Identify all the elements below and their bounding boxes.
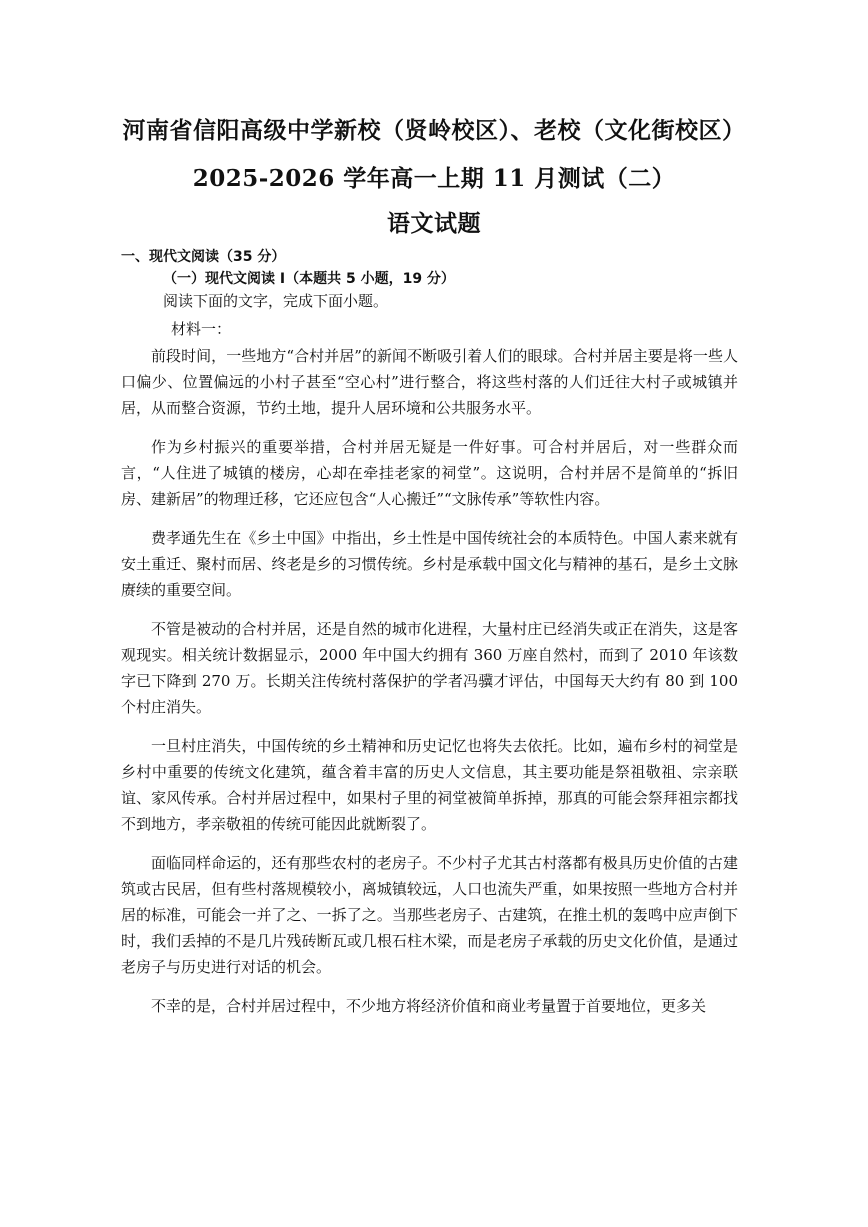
- paragraph: 作为乡村振兴的重要举措，合村并居无疑是一件好事。可合村并居后，对一些群众而言，“人住进了城镇的楼房，心却在牵挂老家的祠堂”。这说明，合村并居不是简单的“拆旧房、建新居”的物理迁移，它还应包含“人心搬迁”“文脉传承”等软性内容。: [121, 438, 738, 508]
- subsection-heading: （一）现代文阅读 I（本题共 5 小题，19 分）: [163, 271, 455, 287]
- material-label: 材料一：: [171, 320, 232, 338]
- section-heading: 一、现代文阅读（35 分）: [121, 249, 286, 265]
- exam-title-subject: 语文试题: [387, 210, 481, 237]
- paragraph: 一旦村庄消失，中国传统的乡土精神和历史记忆也将失去依托。比如，遍布乡村的祠堂是乡村中重要的传统文化建筑，蕴含着丰富的历史人文信息，其主要功能是祭祖敬祖、宗亲联谊、家风传承。合村并居过程中，如果村子里的祠堂被简单拆掉，那真的可能会祭拜祖宗都找不到地方，孝亲敬祖的传统可能因此就断裂了。: [121, 737, 738, 833]
- exam-title-line2: 2025-2026 学年高一上期 11 月测试（二）: [192, 165, 676, 192]
- paragraph: 不管是被动的合村并居，还是自然的城市化进程，大量村庄已经消失或正在消失，这是客观现实。相关统计数据显示，2000 年中国大约拥有 360 万座自然村，而到了 2010 年该数字已下降到 270 万。长期关注传统村落保护的学者冯骥才评估，中国每天大约有 80 到 100 个村庄消失。: [121, 620, 738, 716]
- paragraph: 面临同样命运的，还有那些农村的老房子。不少村子尤其古村落都有极具历史价值的古建筑或古民居，但有些村落规模较小，离城镇较远，人口也流失严重，如果按照一些地方合村并居的标准，可能会一并了之、一拆了之。当那些老房子、古建筑，在推土机的轰鸣中应声倒下时，我们丢掉的不是几片残砖断瓦或几根石柱木梁，而是老房子承载的历史文化价值，是通过老房子与历史进行对话的机会。: [121, 854, 738, 976]
- article-body: [121, 343, 738, 1032]
- paragraph: 前段时间，一些地方“合村并居”的新闻不断吸引着人们的眼球。合村并居主要是将一些人口偏少、位置偏远的小村子甚至“空心村”进行整合，将这些村落的人们迁往大村子或城镇并居，从而整合资源，节约土地，提升人居环境和公共服务水平。: [121, 347, 738, 417]
- exam-title-line1: 河南省信阳高级中学新校（贤岭校区）、老校（文化街校区）: [122, 117, 746, 144]
- paragraph: 不幸的是，合村并居过程中，不少地方将经济价值和商业考量置于首要地位，更多关: [151, 997, 707, 1015]
- paragraph: 费孝通先生在《乡土中国》中指出，乡土性是中国传统社会的本质特色。中国人素来就有安土重迁、聚村而居、终老是乡的习惯传统。乡村是承载中国文化与精神的基石，是乡土文脉赓续的重要空间。: [121, 529, 738, 599]
- reading-instruction: 阅读下面的文字，完成下面小题。: [163, 292, 389, 310]
